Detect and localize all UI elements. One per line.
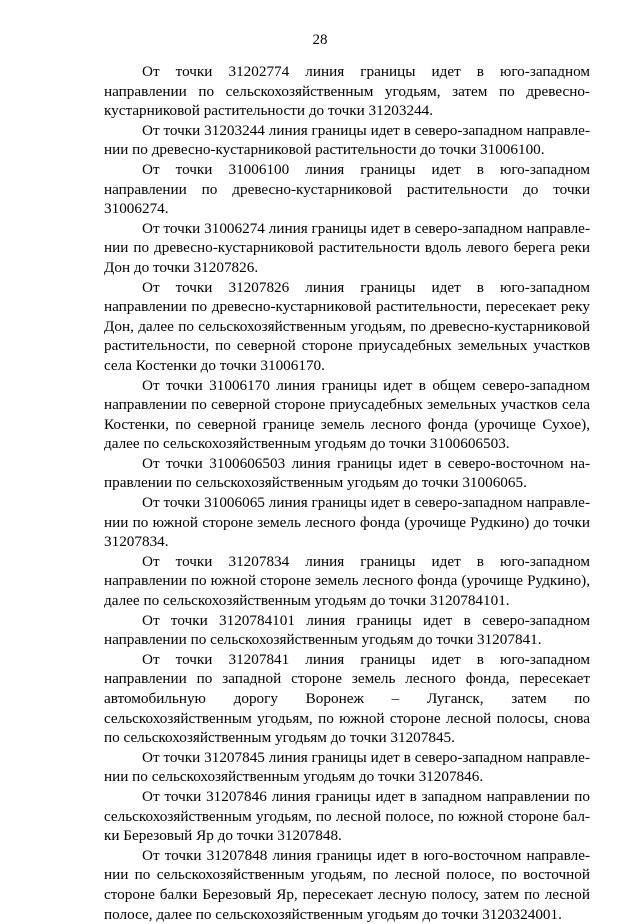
paragraph: От точки 31006100 линия границы идет в юго-западном направлении по древесно-кустарниковой растительности до точки 31006274.: [104, 160, 590, 218]
paragraph: От точки 3100606503 линия границы идет в северо-восточном направлении по сельскохозяйственным угодьям до точки 31006065.: [104, 454, 590, 492]
paragraph: От точки 31006274 линия границы идет в северо-западном направлении по древесно-кустарниковой растительности вдоль левого берега реки Дон до точки 31207826.: [104, 219, 590, 276]
paragraph: От точки 31207834 линия границы идет в юго-западном направлении по южной стороне земель лесного фонда (урочище Рудкино), далее по сельскохозяйственным угодьям до точки 3120784101.: [104, 552, 590, 610]
paragraph: От точки 31207846 линия границы идет в западном направлении по сельскохозяйственным угодьям, по лесной полосе, по южной стороне балки Березовый Яр до точки 31207848.: [104, 787, 590, 845]
page-number: 28: [312, 32, 328, 48]
paragraph: От точки 31207826 линия границы идет в юго-западном направлении по древесно-кустарниковой растительности, пересекает реку Дон, далее по сельскохозяйственным угодьям, по древесно-кустарниковой растительности, по северной стороне приусадебных земельных участков села Костенки до точки 31006170.: [104, 278, 590, 374]
document-body: [104, 62, 590, 924]
paragraph: От точки 3120784101 линия границы идет в северо-западном направлении по сельскохозяйственным угодьям до точки 31207841.: [104, 611, 590, 649]
paragraph: От точки 31207845 линия границы идет в северо-западном направлении по сельскохозяйственным угодьям до точки 31207846.: [104, 748, 590, 786]
paragraph: От точки 31207848 линия границы идет в юго-восточном направлении по сельскохозяйственным угодьям, по лесной полосе, по восточной стороне балки Березовый Яр, пересекает лесную полосу, затем по лесной полосе, далее по сельскохозяйственным угодьям до точки 3120324001.: [104, 846, 590, 923]
paragraph: От точки 31202774 линия границы идет в юго-западном направлении по сельскохозяйственным угодьям, затем по древесно-кустарниковой растительности до точки 31203244.: [104, 63, 590, 120]
paragraph: От точки 31203244 линия границы идет в северо-западном направлении по древесно-кустарниковой растительности до точки 31006100.: [104, 121, 590, 159]
paragraph: От точки 31207841 линия границы идет в юго-западном направлении по западной стороне земель лесного фонда, пересекает автомобильную дорогу Воронеж – Луганск, затем по сельскохозяйственным угодьям, по южной стороне лесной полосы, снова по сельскохозяйственным угодьям до точки 31207845.: [104, 650, 590, 747]
paragraph: От точки 31006065 линия границы идет в северо-западном направлении по южной стороне земель лесного фонда (урочище Рудкино) до точки 31207834.: [104, 494, 590, 551]
paragraph: От точки 31006170 линия границы идет в общем северо-западном направлении по северной стороне приусадебных земельных участков села Костенки, по северной границе земель лесного фонда (урочище Сухое), далее по сельскохозяйственным угодьям до точки 3100606503.: [104, 376, 590, 453]
